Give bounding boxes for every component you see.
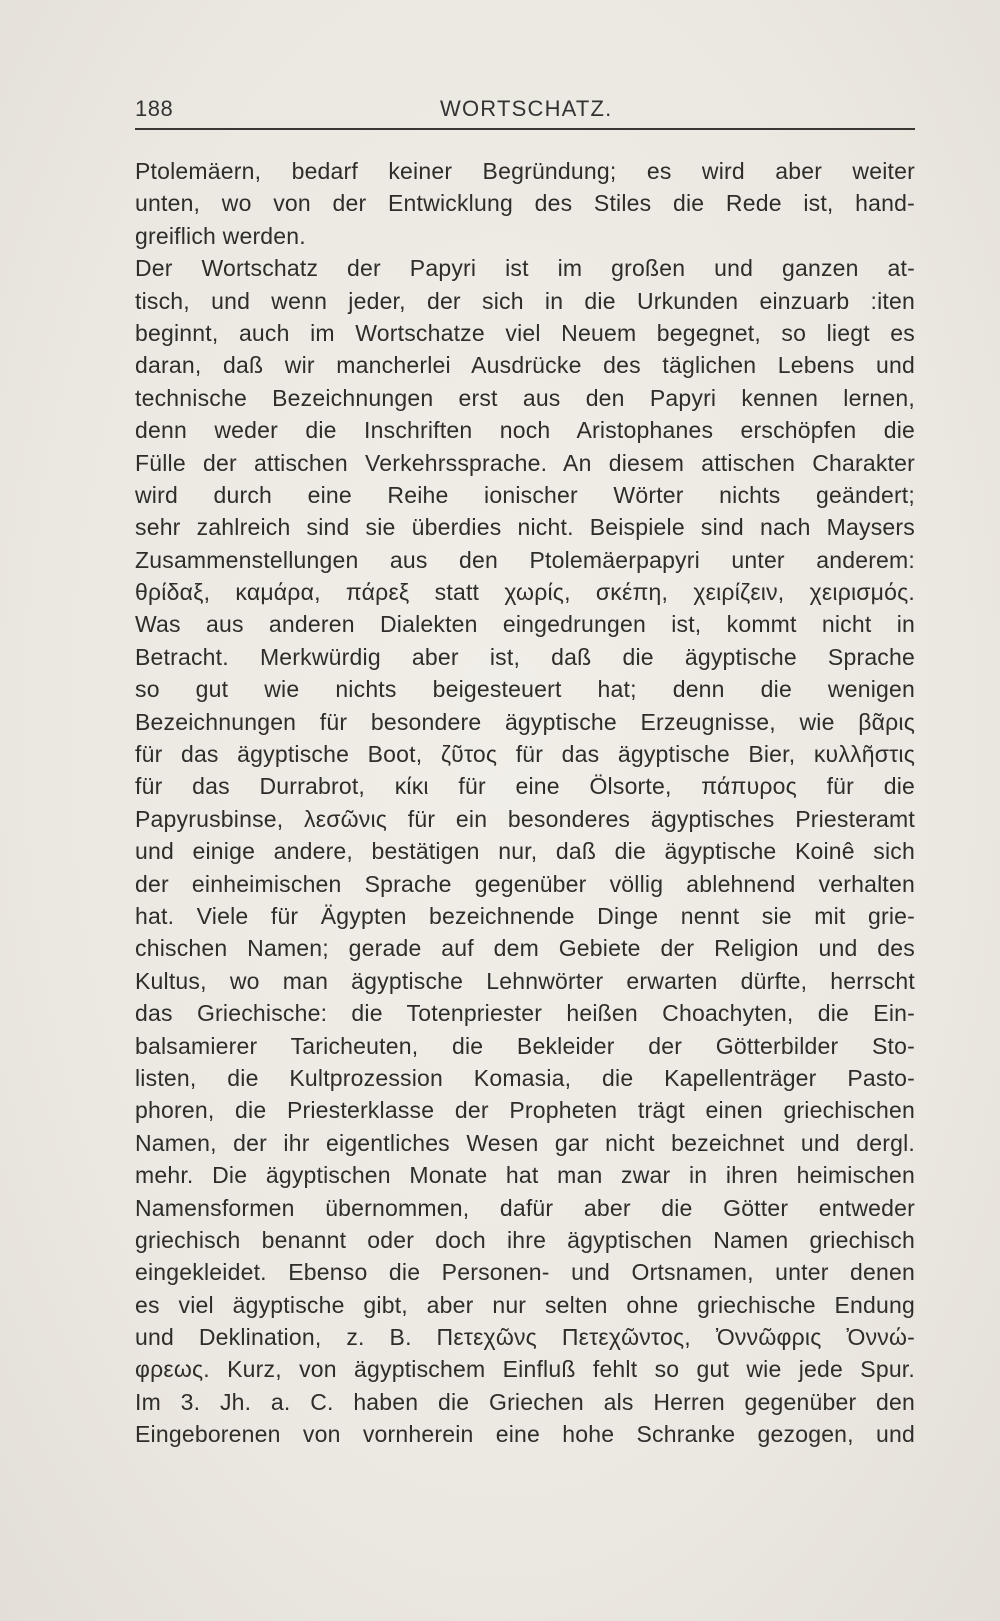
text-line: beginnt, auch im Wortschatze viel Neuem begegnet, so liegt es	[135, 319, 915, 346]
text-line: sehr zahlreich sind sie überdies nicht. Beispiele sind nach Maysers	[135, 514, 915, 541]
text-line: Ptolemäern, bedarf keiner Begründung; es wird aber weiter	[135, 158, 915, 184]
text-line: für das ägyptische Boot, ζῦτος für das ägyptische Bier, κυλλῆστις	[135, 741, 915, 768]
text-line: Zusammenstellungen aus den Ptolemäerpapyri unter anderem:	[135, 546, 915, 573]
text-line: greiflich werden.	[135, 222, 306, 249]
text-line: und einige andere, bestätigen nur, daß die ägyptische Koinê sich	[135, 838, 915, 865]
text-line: listen, die Kultprozession Komasia, die Kapellenträger Pasto-	[135, 1064, 915, 1091]
text-line: Was aus anderen Dialekten eingedrungen ist, kommt nicht in	[135, 611, 915, 638]
text-line: Namen, der ihr eigentliches Wesen gar nicht bezeichnet und dergl.	[135, 1129, 915, 1156]
text-line: Der Wortschatz der Papyri ist im großen und ganzen at-	[135, 255, 915, 282]
text-line: und Deklination, z. B. Πετεχῶνς Πετεχῶντος, Ὀννῶφρις Ὀννώ-	[135, 1324, 915, 1351]
text-line: Eingeborenen von vornherein eine hohe Schranke gezogen, und	[135, 1421, 915, 1448]
text-line: mehr. Die ägyptischen Monate hat man zwar in ihren heimischen	[135, 1162, 915, 1189]
text-line: Papyrusbinse, λεσῶνις für ein besonderes ägyptisches Priesteramt	[135, 805, 915, 832]
body-text	[135, 155, 915, 1451]
text-line: es viel ägyptische gibt, aber nur selten ohne griechische Endung	[135, 1291, 915, 1318]
text-line: Namensformen übernommen, dafür aber die Götter entweder	[135, 1194, 915, 1221]
text-line: φρεως. Kurz, von ägyptischem Einfluß fehlt so gut wie jede Spur.	[135, 1356, 915, 1383]
header-rule	[135, 128, 915, 130]
text-line: für das Durrabrot, κίκι für eine Ölsorte, πάπυρος für die	[135, 773, 915, 800]
text-line: so gut wie nichts beigesteuert hat; denn die wenigen	[135, 676, 915, 703]
text-line: Im 3. Jh. a. C. haben die Griechen als Herren gegenüber den	[135, 1388, 915, 1415]
text-line: chischen Namen; gerade auf dem Gebiete der Religion und des	[135, 935, 915, 962]
text-line: der einheimischen Sprache gegenüber völlig ablehnend verhalten	[135, 870, 915, 897]
text-line: θρίδαξ, καμάρα, πάρεξ statt χωρίς, σκέπη, χειρίζειν, χειρισμός.	[135, 579, 915, 606]
text-line: denn weder die Inschriften noch Aristophanes erschöpfen die	[135, 417, 915, 444]
text-line: daran, daß wir mancherlei Ausdrücke des täglichen Lebens und	[135, 352, 915, 379]
text-line: phoren, die Priesterklasse der Propheten trägt einen griechischen	[135, 1097, 915, 1124]
text-line: Fülle der attischen Verkehrssprache. An diesem attischen Charakter	[135, 449, 915, 476]
running-head: WORTSCHATZ.	[440, 96, 613, 121]
text-line: tisch, und wenn jeder, der sich in die Urkunden einzuarb :iten	[135, 287, 915, 314]
page-number: 188	[135, 96, 174, 121]
text-line: technische Bezeichnungen erst aus den Papyri kennen lernen,	[135, 384, 915, 411]
text-line: Kultus, wo man ägyptische Lehnwörter erwarten dürfte, herrscht	[135, 967, 915, 994]
text-line: Bezeichnungen für besondere ägyptische Erzeugnisse, wie βᾶρις	[135, 708, 915, 735]
page-header	[135, 96, 915, 128]
text-line: hat. Viele für Ägypten bezeichnende Dinge nennt sie mit grie-	[135, 902, 915, 929]
text-line: unten, wo von der Entwicklung des Stiles die Rede ist, hand-	[135, 190, 915, 217]
text-line: Betracht. Merkwürdig aber ist, daß die ägyptische Sprache	[135, 643, 915, 670]
text-line: das Griechische: die Totenpriester heißen Choachyten, die Ein-	[135, 1000, 915, 1027]
text-line: eingekleidet. Ebenso die Personen- und Ortsnamen, unter denen	[135, 1259, 915, 1286]
text-line: balsamierer Taricheuten, die Bekleider der Götterbilder Sto-	[135, 1032, 915, 1059]
text-line: wird durch eine Reihe ionischer Wörter nichts geändert;	[135, 481, 915, 508]
text-line: griechisch benannt oder doch ihre ägyptischen Namen griechisch	[135, 1226, 915, 1253]
